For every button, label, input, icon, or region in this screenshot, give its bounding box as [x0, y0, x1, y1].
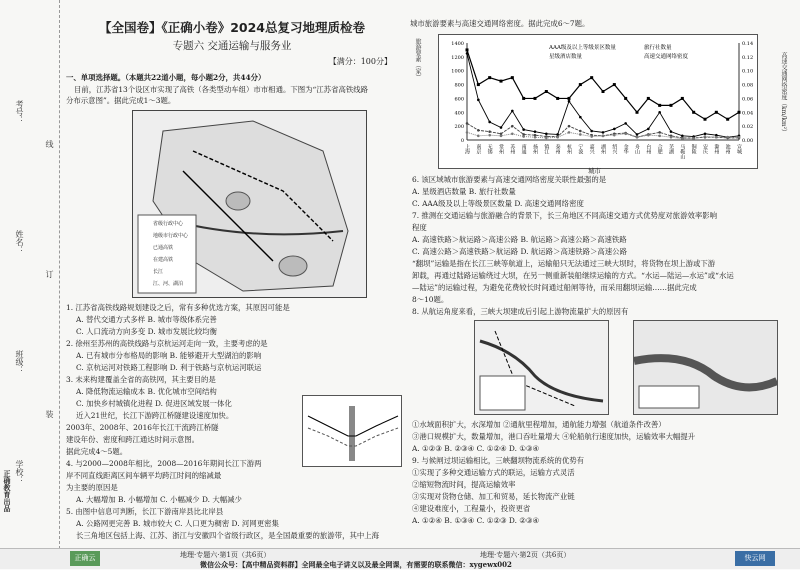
x-tick-label: 南京 [475, 144, 482, 154]
data-point [545, 137, 548, 140]
data-point [500, 135, 503, 138]
data-point [613, 128, 616, 131]
legend-item: 地级市行政中心 [153, 233, 189, 239]
density-point [613, 83, 616, 86]
data-point [692, 137, 695, 140]
question-line: 近入21世纪，长江下游跨江桥隧建设速度加快。 [76, 411, 234, 420]
data-point [477, 135, 480, 138]
y-tick-label: 1200 [451, 54, 464, 61]
density-point [522, 97, 525, 100]
dam-detail-drawing [634, 321, 777, 414]
footer-page-left: 地理·专题六·第1页（共6页） [180, 551, 271, 559]
data-point [670, 136, 673, 139]
data-point [647, 134, 650, 137]
question-line: A. ①②④ B. ①③④ C. ①②③ D. ②③④ [412, 516, 540, 525]
crossing-chart [302, 395, 402, 467]
y2-tick-label: 0.10 [742, 68, 754, 75]
data-point [534, 136, 537, 139]
data-point [488, 121, 491, 124]
question-line: 程度 [412, 223, 427, 232]
question-line: ①实现了多种交通运输方式的联运，运输方式灵活 [412, 468, 575, 477]
footer-notice: 微信公众号：【高中精品资料群】全网最全电子讲义以及最全网课，有需要的联系微信：xygewx002 [200, 560, 512, 569]
data-point [511, 132, 514, 135]
legend-label: 星级酒店数量 [549, 54, 583, 60]
tourism-chart-svg [439, 35, 757, 168]
data-point [511, 125, 514, 128]
legend-label: 旅行社数量 [644, 45, 672, 51]
binding-strip [0, 0, 60, 569]
x-tick-label: 常州 [498, 144, 504, 154]
page-footer [0, 548, 800, 569]
legend-item: 已通高铁 [153, 245, 174, 251]
density-point [545, 90, 548, 93]
density-point [477, 83, 480, 86]
data-point [624, 132, 627, 135]
question-line: A. 降低物流运输成本 B. 优化城市空间结构 [76, 387, 217, 396]
x-tick-label: 湖州 [600, 144, 606, 154]
x-tick-label: 无锡 [486, 144, 493, 154]
question-line: 3. 未来构建覆盖全省的高铁网，其主要目的是 [66, 375, 216, 384]
data-point [704, 135, 707, 138]
y-tick-label: 1000 [451, 68, 464, 75]
data-point [466, 131, 469, 134]
question-line: 8～10题。 [412, 295, 449, 304]
question-line: A. 已有城市分布格局的影响 B. 能够避开大型湖泊的影响 [76, 351, 262, 360]
x-tick-label: 金华 [622, 144, 629, 154]
data-point [636, 136, 639, 139]
density-point [579, 83, 582, 86]
legend-item: 在建高铁 [153, 257, 174, 263]
density-point [670, 104, 673, 107]
data-point [545, 132, 548, 135]
right-page [408, 0, 796, 545]
legend-item: 省级行政中心 [153, 221, 184, 227]
density-point [602, 90, 605, 93]
density-point [534, 97, 537, 100]
section-title: 一、单项选择题。（本题共22道小题，每小题2分，共44分） [66, 73, 266, 82]
x-tick-label: 镇江 [543, 144, 550, 154]
density-point [624, 97, 627, 100]
x-tick-label: 滁州 [713, 144, 720, 154]
data-point [681, 137, 684, 140]
cut-xian: 线 [45, 140, 54, 148]
x-tick-label: 南通 [520, 144, 527, 154]
data-point [522, 135, 525, 138]
question-line: ①水域面积扩大，水深增加 ②通航里程增加，通航能力增强（航道条件改善） [412, 420, 666, 429]
y-tick-label: 800 [454, 82, 464, 89]
tourism-chart [438, 34, 758, 169]
question-line: “翻坝”运输是指在长江三峡等航道上，运输船只无法通过三峡大坝时，将货物在坝上游或下游 [412, 259, 716, 268]
question-line: A. ①②③ B. ②③④ C. ①②④ D. ①③④ [412, 444, 540, 453]
data-point [590, 135, 593, 138]
data-point [704, 132, 707, 135]
density-point [681, 97, 684, 100]
data-point [556, 136, 559, 139]
x-tick-label: 合肥 [656, 144, 663, 154]
density-point [658, 104, 661, 107]
kaohao-label: 考号： [15, 100, 24, 124]
data-point [522, 128, 525, 131]
x-tick-label: 苏州 [509, 144, 516, 154]
data-point [568, 131, 571, 134]
y2-tick-label: 0.00 [742, 138, 754, 144]
x-tick-label: 绍兴 [611, 144, 618, 154]
density-line [467, 50, 739, 119]
density-point [647, 97, 650, 100]
score-label: 【满分：100分】 [328, 57, 392, 66]
density-point [738, 111, 741, 114]
density-point [704, 118, 707, 121]
cut-zhuang: 装 [45, 410, 54, 418]
question-line: 4. 与2000—2008年相比，2008—2016年期间长江下游两 [66, 459, 262, 468]
density-point [692, 111, 695, 114]
x-tick-label: 铜陵 [690, 144, 697, 154]
series-line [467, 53, 739, 137]
density-point [466, 48, 469, 51]
data-point [579, 133, 582, 136]
y2-tick-label: 0.12 [742, 54, 754, 61]
logo-left: 正确云 [70, 551, 100, 566]
data-point [602, 131, 605, 134]
question-line: C. 加快乡村城镇化进程 D. 促进区域发展一体化 [76, 399, 232, 408]
q-text: 城市旅游要素与高速交通网络密度。据此完成6～7题。 [410, 19, 590, 28]
xingming-label: 姓名： [15, 230, 24, 254]
y-tick-label: 200 [454, 124, 464, 131]
data-point [658, 135, 661, 138]
density-point [488, 76, 491, 79]
data-point [715, 136, 718, 139]
data-point [488, 134, 491, 137]
x-tick-label: 宣城 [736, 144, 742, 154]
legend-label: 高速交通网络密度 [644, 54, 689, 60]
y-axis-label: 旅游要素（家） [414, 38, 421, 80]
question-line: 卸载，再通过陆路运输绕过大坝，在另一侧重新装船继续运输的方式。“水运—陆运—水运”或“水运 [412, 271, 734, 280]
question-line: ②缩短物流时间，提高运输效率 [412, 480, 516, 489]
question-line: 岸不同直线距离区间车辆平均跨江时间的缩减最 [66, 471, 222, 480]
question-line: 6. 该区域城市旅游要素与高速交通网络密度关联性最强的是 [412, 175, 607, 184]
density-point [726, 118, 729, 121]
crossing-chart-drawing [303, 396, 401, 466]
data-point [579, 116, 582, 119]
legend-item: 江、河、湖泊 [153, 281, 184, 287]
xuexiao-label: 学校： [15, 460, 24, 484]
question-line: 7. 推测在交通运输与旅游融合的背景下，长三角地区不同高速交通方式优势度对旅游效率影响 [412, 211, 718, 220]
x-tick-label: 扬州 [532, 144, 538, 154]
y2-tick-label: 0.14 [742, 41, 754, 47]
jiangsu-railway-map [132, 110, 367, 298]
x-tick-label: 嘉兴 [588, 144, 595, 154]
x-tick-label: 上海 [464, 144, 470, 154]
question-line: 为主要的原因是 [66, 483, 118, 492]
question-line: A. 替代交通方式多样 B. 城市等级体系完善 [76, 315, 217, 324]
data-point [738, 136, 741, 139]
question-line: A. 大幅增加 B. 小幅增加 C. 小幅减少 D. 大幅减少 [76, 495, 242, 504]
exam-subtitle: 专题六 交通运输与服务业 [172, 40, 292, 52]
x-axis-label: 城市 [588, 167, 601, 175]
density-point [556, 97, 559, 100]
question-line: 5. 由图中信息可判断，长江下游南岸县比北岸县 [66, 507, 224, 516]
logo-right: 快云网 [735, 551, 775, 566]
x-tick-label: 芜湖 [668, 144, 674, 154]
x-tick-label: 台州 [645, 144, 652, 154]
y2-axis-label: 高速交通网络密度（km/km²） [780, 52, 787, 136]
x-tick-label: 马鞍山 [679, 144, 686, 159]
data-point [466, 122, 469, 125]
data-point [534, 130, 537, 133]
data-point [579, 130, 582, 133]
question-line: A. 高速铁路＞航运路＞高速公路 B. 航运路＞高速公路＞高速铁路 [412, 235, 627, 244]
y2-tick-label: 0.02 [742, 124, 754, 131]
y-tick-label: 400 [454, 110, 464, 117]
dam-detail-map [633, 320, 778, 415]
question-line: C. 人口流动方向多变 D. 城市发展比较均衡 [76, 327, 218, 336]
data-point [726, 136, 729, 139]
y-tick-label: 1400 [451, 41, 464, 47]
question-line: C. AAA级及以上等级景区数量 D. 高速交通网络密度 [412, 199, 584, 208]
x-tick-label: 舟山 [634, 144, 640, 154]
footer-page-right: 地理·专题六·第2页（共6页） [480, 551, 571, 559]
question-line: 2. 徐州至苏州的高铁线路与京杭运河走向一致，主要考虑的是 [66, 339, 268, 348]
x-tick-label: 池州 [724, 144, 731, 154]
three-gorges-drawing [475, 321, 608, 414]
publisher-label: 正确教育出品 [3, 470, 12, 512]
data-point [658, 131, 661, 134]
question-line: ③实现对货物仓储、加工和贸易，延长物流产业链 [412, 492, 575, 501]
density-point [500, 80, 503, 83]
question-line: C. 高速公路＞高速铁路＞航运路 D. 航运路＞高速铁路＞高速公路 [412, 247, 627, 256]
data-point [477, 99, 480, 102]
x-tick-label: 杭州 [566, 144, 572, 154]
density-point [511, 76, 514, 79]
question-line: ③港口规模扩大，数量增加，港口吞吐量增大 ④轮船航行速度加快，运输效率大幅提升 [412, 432, 696, 441]
map-drawing [133, 111, 366, 297]
data-point [590, 130, 593, 133]
question-line: 据此完成4～5题。 [66, 447, 128, 456]
density-point [568, 97, 571, 100]
question-line: 建设年份、密度和跨江通达时间示意图。 [66, 435, 200, 444]
three-gorges-map [474, 320, 609, 415]
data-point [647, 128, 650, 131]
question-line: —陆运”的运输过程，为避免花费较长时间通过船闸等待，而采用翻坝运输……据此完成 [412, 283, 697, 292]
question-line: 长三角地区包括上海、江苏、浙江与安徽四个省级行政区，是全国最重要的旅游带，其中上海 [76, 531, 380, 540]
data-point [488, 130, 491, 133]
question-line: A. 星级酒店数量 B. 旅行社数量 [412, 187, 516, 196]
y2-tick-label: 0.04 [742, 110, 754, 117]
data-point [568, 125, 571, 128]
density-point [715, 111, 718, 114]
x-tick-label: 泰州 [554, 144, 561, 154]
question-line: 2003年、2008年、2016年长江干流跨江桥隧 [66, 423, 219, 432]
x-tick-label: 宁波 [577, 144, 584, 154]
y-tick-label: 600 [454, 96, 464, 103]
question-line: 9. 与候闸过坝运输相比，三峡翻坝物流系统的优势有 [412, 456, 584, 465]
y2-tick-label: 0.08 [742, 82, 754, 89]
x-tick-label: 安庆 [702, 144, 708, 154]
data-point [636, 133, 639, 136]
question-line: 1. 江苏省高铁线路规划建设之后，常有多种优选方案，其原因可能是 [66, 303, 290, 312]
data-point [613, 134, 616, 137]
y2-tick-label: 0.06 [742, 96, 754, 103]
question-line: 8. 从航运角度来看，三峡大坝建成后引起上游物流量扩大的原因有 [412, 307, 629, 316]
cut-ding: 订 [45, 270, 54, 278]
data-point [602, 135, 605, 138]
exam-title: 【全国卷】《正确小卷》2024总复习地理质检卷 [98, 20, 366, 35]
density-point [590, 76, 593, 79]
banji-label: 班级： [15, 350, 24, 374]
legend-label: AAA级及以上等级景区数量 [549, 45, 616, 51]
intro-line: 目前，江苏省13个设区市实现了高铁（各类型动车组）市市相通。下图为“江苏省高铁线路 [74, 85, 369, 94]
data-point [511, 110, 514, 113]
data-point [500, 126, 503, 129]
data-point [658, 111, 661, 114]
data-point [568, 100, 571, 103]
question-line: A. 公路网更完善 B. 城市较大 C. 人口更为稠密 D. 河网更密集 [76, 519, 279, 528]
data-point [624, 122, 627, 125]
question-line: C. 京杭运河对铁路工程影响 D. 利于铁路与京杭运河联运 [76, 363, 262, 372]
legend-item: 长江 [153, 269, 164, 275]
y-tick-label: 0 [460, 138, 464, 144]
density-point [636, 111, 639, 114]
data-point [670, 130, 673, 133]
data-point [477, 129, 480, 132]
left-page [62, 0, 402, 545]
question-line: ④建设难度小，工程量小，投资更省 [412, 504, 531, 513]
intro-line: 分布示意图”。据此完成1～3题。 [66, 96, 176, 105]
